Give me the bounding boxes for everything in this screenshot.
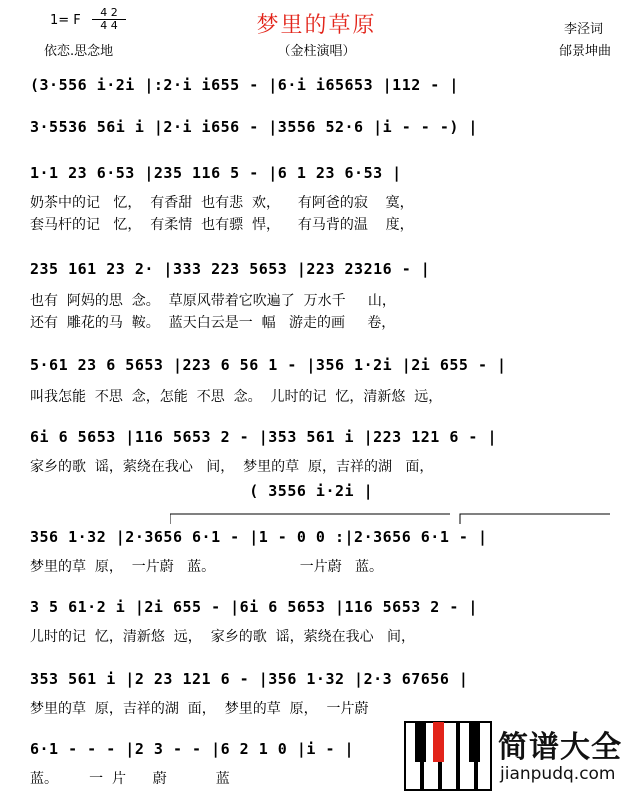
score-line-6-lyric-1: 家乡的歌 谣，萦绕在我心 间， 梦里的草 原，吉祥的湖 面， — [30, 459, 434, 475]
watermark-brand: 简谱大全 — [498, 730, 622, 765]
score-line-9-lyric-1: 儿时的记 忆，清新悠 远， 家乡的歌 谣，萦绕在我心 间， — [30, 629, 415, 645]
volta-1-bracket — [170, 514, 450, 524]
score-line-7-notes: ( 3556 i·2i | — [30, 482, 374, 500]
score-line-8-notes: 356 1·32 |2·3656 6·1 - |1 - 0 0 :|2·3656 6·1 - | — [30, 528, 488, 546]
expression-marking: 依恋.思念地 — [44, 44, 114, 59]
score-line-3-lyric-2: 套马杆的记 忆， 有柔情 也有骠 悍， 有马背的温 度， — [30, 217, 414, 233]
composer-credit: 邰景坤曲 — [558, 44, 611, 59]
score-line-11-lyric-1: 蓝。 一 片 蔚 蓝 — [30, 771, 230, 787]
score-line-3-notes: 1·1 23 6·53 |235 116 5 - |6 1 23 6·53 | — [30, 164, 402, 182]
score-line-6-notes: 6i 6 5653 |116 5653 2 - |353 561 i |223 121 6 - | — [30, 428, 498, 446]
performer-subtitle: （金柱演唱） — [277, 44, 356, 59]
time-signature-bottom: 4 4 — [100, 19, 118, 32]
score-line-4-lyric-1: 也有 阿妈的思 念。 草原风带着它吹遍了 万水千 山， — [30, 293, 396, 309]
piano-keys-logo-icon — [403, 720, 493, 792]
song-title: 梦里的草原 — [256, 13, 377, 38]
score-line-5-notes: 5·61 23 6 5653 |223 6 56 1 - |356 1·2i |2i 655 - | — [30, 356, 507, 374]
score-line-8-lyric-1: 梦里的草 原， 一片蔚 蓝。 一片蔚 蓝。 — [30, 559, 384, 575]
key-signature: 1= F — [50, 13, 81, 28]
score-line-3-lyric-1: 奶茶中的记 忆， 有香甜 也有悲 欢， 有阿爸的寂 寞， — [30, 195, 414, 211]
score-line-4-notes: 235 161 23 2· |333 223 5653 |223 23216 - | — [30, 260, 431, 278]
time-signature — [92, 8, 126, 31]
score-line-11-notes: 6·1 - - - |2 3 - - |6 2 1 0 |i - | — [30, 740, 355, 758]
watermark-url: jianpudq.com — [500, 764, 616, 784]
volta-brackets — [170, 510, 610, 526]
time-signature-top: 4 2 — [100, 6, 118, 19]
score-line-4-lyric-2: 还有 雕花的马 鞍。 蓝天白云是一 幅 游走的画 卷， — [30, 315, 396, 331]
volta-2-bracket — [460, 514, 610, 524]
score-line-5-lyric-1: 叫我怎能 不思 念，怎能 不思 念。 儿时的记 忆，清新悠 远， — [30, 389, 443, 405]
score-line-9-notes: 3 5 61·2 i |2i 655 - |6i 6 5653 |116 5653 2 - | — [30, 598, 478, 616]
score-line-10-lyric-1: 梦里的草 原，吉祥的湖 面， 梦里的草 原， 一片蔚 — [30, 701, 369, 717]
score-line-10-notes: 353 561 i |2 23 121 6 - |356 1·32 |2·3 67656 | — [30, 670, 469, 688]
score-line-2-notes: 3·5536 56i i |2·i i656 - |3556 52·6 |i - - -) | — [30, 118, 478, 136]
lyricist-credit: 李泾词 — [563, 22, 603, 37]
score-line-1-notes: (3·556 i·2i |:2·i i655 - |6·i i65653 |112 - | — [30, 76, 459, 94]
